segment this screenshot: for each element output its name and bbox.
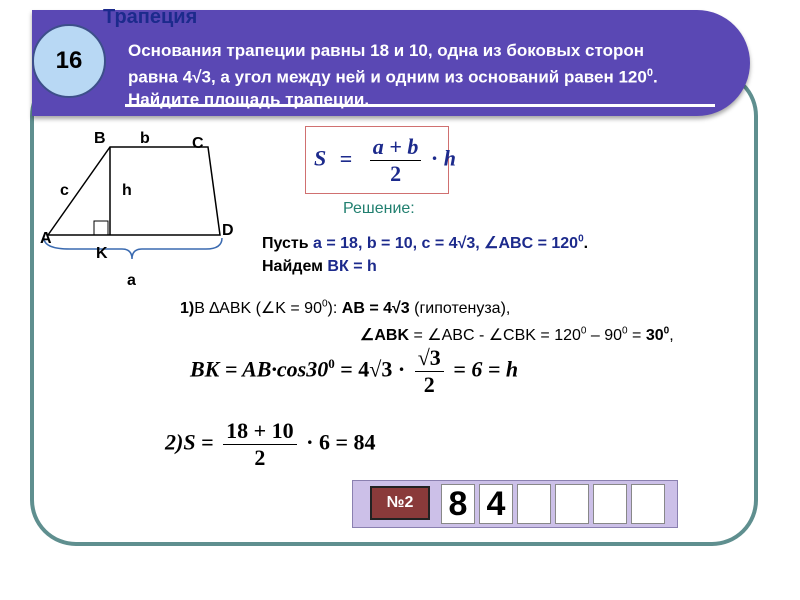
step1b-result: 30	[645, 327, 664, 344]
problem-number-badge	[32, 24, 106, 98]
bk-equation	[190, 345, 518, 398]
problem-line-2-part-b: √3, а угол между ней и одним из оснований равен 120	[192, 67, 647, 87]
problem-text	[128, 40, 768, 111]
bk-lhs: BK = AB·cos30	[190, 356, 329, 382]
step1b-line	[360, 325, 674, 345]
step1-number: 1)	[180, 300, 195, 317]
given-values: a = 18, b = 10, c = 4√3, ∠ABC = 120	[313, 235, 579, 252]
side-label-c: c	[60, 182, 69, 199]
answer-cell-5[interactable]	[593, 484, 627, 524]
step1-text: В ∆ABK (∠K = 90	[194, 300, 322, 317]
step1b-mid: – 90	[586, 327, 623, 344]
step1b-end: ,	[669, 327, 674, 344]
step1b-degree-1: 0	[580, 325, 587, 337]
vertex-label-d: D	[222, 222, 234, 239]
problem-line-3: Найдите площадь трапеции.	[128, 89, 370, 109]
trapezoid-diagram	[30, 125, 270, 295]
step1-ab: AB = 4√3	[341, 300, 410, 317]
formula-numerator: a + b	[370, 134, 422, 161]
height-label-h: h	[122, 182, 132, 199]
area-frac-den: 2	[254, 445, 266, 470]
answer-cell-2[interactable]: 4	[479, 484, 513, 524]
degree-sup: 0	[646, 67, 653, 79]
area-formula	[314, 134, 456, 187]
formula-dot: ·	[430, 145, 439, 171]
area-frac-num: 18 + 10	[223, 418, 297, 445]
given-prefix: Пусть	[262, 235, 314, 252]
answer-label[interactable]: №2	[370, 486, 430, 520]
side-label-b: b	[140, 130, 150, 147]
area-equation	[165, 418, 376, 471]
answer-cell-3[interactable]	[517, 484, 551, 524]
problem-line-2	[128, 62, 768, 89]
bk-frac-den: 2	[423, 372, 435, 397]
right-angle-mark	[94, 221, 108, 235]
step1b-abk: ∠ABK	[360, 327, 410, 344]
answer-cell-6[interactable]	[631, 484, 665, 524]
page-title: Трапеция	[103, 6, 198, 28]
answer-cell-4[interactable]	[555, 484, 589, 524]
bk-end: = 6 = h	[453, 356, 519, 382]
side-label-a: a	[127, 272, 136, 289]
problem-line-2-end: .	[652, 67, 658, 87]
bk-mid: = 4√3 ·	[334, 356, 406, 382]
problem-line-1: Основания трапеции равны 18 и 10, одна из боковых сторон	[128, 41, 644, 60]
step1b-eq: =	[627, 327, 646, 344]
step1-line	[180, 298, 510, 318]
problem-line-2-part-a: равна 4	[128, 67, 193, 87]
given-end: .	[583, 235, 589, 252]
trapezoid-shape	[48, 147, 220, 235]
step1-note: (гипотенуза),	[409, 300, 511, 317]
problem-number: 16	[55, 47, 83, 74]
formula-h: h	[443, 145, 456, 171]
vertex-label-c: C	[192, 135, 204, 152]
base-brace	[44, 238, 222, 259]
area-formula-box	[305, 126, 456, 194]
given-line	[262, 233, 588, 253]
given-degree: 0	[578, 233, 584, 245]
bk-fraction	[415, 345, 444, 398]
find-value: ВК = h	[327, 258, 377, 275]
area-end: · 6 = 84	[306, 429, 376, 455]
vertex-label-b: B	[94, 130, 106, 147]
vertex-label-a: A	[40, 230, 52, 247]
find-line	[262, 258, 377, 276]
step1-degree: 0	[321, 298, 328, 310]
bk-degree: 0	[328, 356, 335, 372]
vertex-label-k: K	[96, 245, 108, 262]
formula-eq: =	[339, 145, 353, 171]
area-fraction	[223, 418, 297, 471]
formula-denominator: 2	[390, 161, 402, 186]
step1-close: ):	[327, 300, 342, 317]
answer-cell-1[interactable]: 8	[441, 484, 475, 524]
find-prefix: Найдем	[262, 258, 328, 275]
solution-label: Решение:	[343, 200, 415, 217]
step1b-degree-3: 0	[663, 325, 670, 337]
formula-fraction	[370, 134, 422, 187]
bk-frac-num: √3	[415, 345, 444, 372]
step1b-degree-2: 0	[622, 325, 628, 337]
step1b-rest: = ∠ABC - ∠CBK = 120	[409, 327, 581, 344]
formula-s: S	[314, 145, 327, 171]
area-prefix: 2)S =	[165, 429, 214, 455]
